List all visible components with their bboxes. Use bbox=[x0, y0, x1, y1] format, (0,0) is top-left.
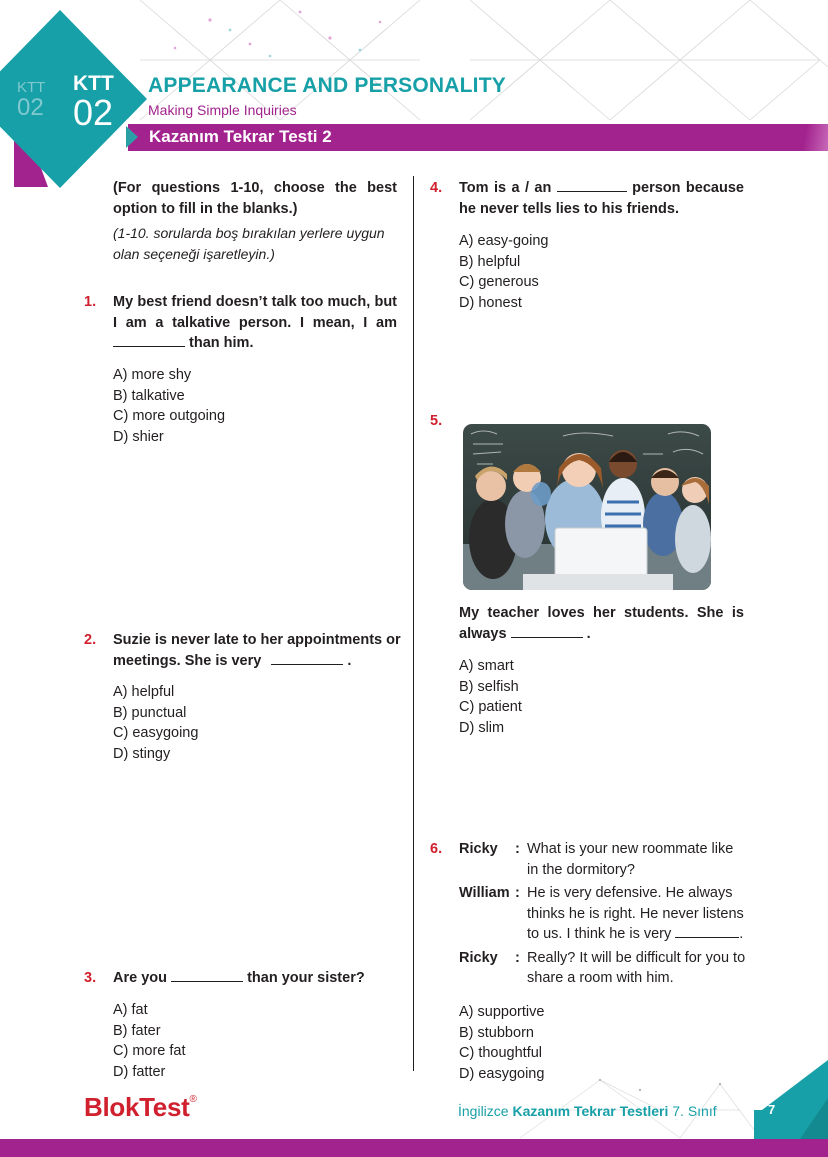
dialogue-colon: : bbox=[515, 841, 520, 857]
question-3-number: 3. bbox=[84, 970, 97, 986]
series-suffix: 7. Sınıf bbox=[668, 1103, 717, 1119]
question-5-option-c[interactable]: C) patient bbox=[459, 699, 522, 715]
ktt-number: 02 bbox=[73, 92, 114, 133]
registered-mark: ® bbox=[189, 1094, 197, 1105]
dialogue-colon: : bbox=[515, 885, 520, 901]
ktt-label-ghost: KTT bbox=[17, 79, 46, 96]
question-1-option-b[interactable]: B) talkative bbox=[113, 387, 185, 404]
dialogue-turn-1 bbox=[459, 839, 747, 880]
question-1-option-c[interactable]: C) more outgoing bbox=[113, 408, 226, 424]
question-5-blank bbox=[511, 624, 583, 638]
question-6-dialogue bbox=[459, 839, 747, 992]
question-5-option-b[interactable]: B) selfish bbox=[459, 678, 519, 695]
instructions-turkish: (1-10. sorularda boş bırakılan yerlere uygun olan seçeneği işaretleyin.) bbox=[113, 225, 385, 262]
bottom-bar bbox=[0, 1139, 828, 1157]
question-6-option-a[interactable]: A) supportive bbox=[459, 1004, 545, 1020]
bloktest-logo bbox=[84, 1092, 197, 1123]
question-2-option-c[interactable]: C) easygoing bbox=[113, 725, 199, 741]
classroom-photo-illustration bbox=[463, 424, 711, 590]
question-6-option-b[interactable]: B) stubborn bbox=[459, 1024, 534, 1041]
question-1-options bbox=[113, 365, 225, 447]
question-1-stem-before: My best friend doesn’t talk too much, but I am a talkative person. I mean, I am bbox=[113, 294, 397, 331]
question-3-option-b[interactable]: B) fater bbox=[113, 1022, 161, 1039]
question-5-stem bbox=[459, 603, 744, 644]
logo-text: BlokTest bbox=[84, 1092, 190, 1122]
dialogue-speaker-1: Ricky bbox=[459, 841, 498, 857]
series-bold: Kazanım Tekrar Testleri bbox=[512, 1103, 669, 1119]
question-2-option-a[interactable]: A) helpful bbox=[113, 684, 175, 700]
column-divider bbox=[413, 176, 414, 1071]
series-title bbox=[458, 1103, 717, 1119]
question-4-options bbox=[459, 231, 548, 313]
dialogue-line: thinks he is right. He never listens bbox=[527, 905, 744, 922]
question-6-blank bbox=[675, 924, 739, 938]
question-1-stem-after: than him. bbox=[189, 335, 254, 351]
ktt-label: KTT bbox=[73, 72, 114, 95]
dialogue-line: share a room with him. bbox=[527, 970, 674, 986]
test-title: Kazanım Tekrar Testi 2 bbox=[149, 127, 332, 146]
unit-title: APPEARANCE AND PERSONALITY bbox=[148, 74, 506, 97]
question-4-option-a[interactable]: A) easy-going bbox=[459, 233, 549, 249]
question-3-stem bbox=[113, 968, 403, 989]
test-title-band-fade bbox=[790, 124, 828, 151]
question-4-number: 4. bbox=[430, 180, 443, 196]
question-5-option-a[interactable]: A) smart bbox=[459, 658, 514, 674]
question-4-stem-after: person because he never tells lies to his friends. bbox=[459, 180, 744, 217]
dialogue-line: to us. I think he is very bbox=[527, 926, 672, 942]
dialogue-line: in the dormitory? bbox=[527, 861, 635, 878]
dialogue-after-blank: . bbox=[739, 926, 744, 942]
question-2-options bbox=[113, 682, 198, 764]
dialogue-line: He is very defensive. He always bbox=[527, 885, 733, 901]
question-6-option-c[interactable]: C) thoughtful bbox=[459, 1045, 543, 1061]
question-3-option-c[interactable]: C) more fat bbox=[113, 1043, 186, 1059]
ktt-badge-ghost bbox=[17, 80, 45, 121]
question-4-blank bbox=[557, 178, 627, 192]
question-2-stem bbox=[113, 630, 403, 671]
dialogue-turn-2 bbox=[459, 883, 747, 945]
ktt-badge bbox=[73, 73, 114, 131]
series-prefix: İngilizce bbox=[458, 1103, 513, 1119]
footer-decoration bbox=[0, 1040, 828, 1140]
ktt-number-ghost: 02 bbox=[17, 94, 44, 121]
question-3-option-a[interactable]: A) fat bbox=[113, 1002, 148, 1018]
question-1-stem bbox=[113, 292, 397, 354]
question-4-stem bbox=[459, 178, 744, 219]
question-5-options bbox=[459, 656, 522, 738]
question-2-option-b[interactable]: B) punctual bbox=[113, 704, 187, 721]
question-2-number: 2. bbox=[84, 632, 97, 648]
question-1-blank bbox=[113, 333, 185, 347]
question-4-option-c[interactable]: C) generous bbox=[459, 274, 539, 290]
question-4-stem-before: Tom is a / an bbox=[459, 180, 552, 196]
unit-subtitle: Making Simple Inquiries bbox=[148, 102, 297, 118]
question-1-number: 1. bbox=[84, 294, 97, 310]
question-1-option-a[interactable]: A) more shy bbox=[113, 367, 192, 383]
question-2-stem-before: Suzie is never late to her appointments or meetings. She is very bbox=[113, 632, 401, 669]
question-6-number: 6. bbox=[430, 841, 443, 857]
question-2-option-d[interactable]: D) stingy bbox=[113, 745, 171, 762]
question-5-stem-after: . bbox=[586, 625, 591, 642]
dialogue-line-with-blank bbox=[527, 924, 747, 945]
instructions-english: (For questions 1-10, choose the best option to fill in the blanks.) bbox=[113, 180, 397, 217]
dialogue-line: Really? It will be difficult for you to bbox=[527, 949, 746, 966]
question-4-option-d[interactable]: D) honest bbox=[459, 294, 522, 311]
question-3-stem-before: Are you bbox=[113, 970, 167, 986]
question-3-option-d[interactable]: D) fatter bbox=[113, 1063, 166, 1080]
dialogue-turn-3 bbox=[459, 948, 747, 989]
question-6-option-d[interactable]: D) easygoing bbox=[459, 1065, 545, 1082]
dialogue-line: What is your new roommate like bbox=[527, 841, 734, 857]
question-5-option-d[interactable]: D) slim bbox=[459, 719, 505, 736]
dialogue-colon: : bbox=[515, 949, 520, 966]
dialogue-speaker-2: William bbox=[459, 885, 510, 901]
question-5-stem-before: My teacher loves her students. She is always bbox=[459, 605, 744, 642]
question-4-option-b[interactable]: B) helpful bbox=[459, 253, 521, 270]
question-1-option-d[interactable]: D) shier bbox=[113, 428, 164, 445]
classroom-photo bbox=[463, 424, 711, 590]
test-title-arrow-icon bbox=[126, 126, 138, 148]
page-number: 7 bbox=[768, 1102, 776, 1117]
question-3-blank bbox=[171, 968, 243, 982]
question-5-number: 5. bbox=[430, 413, 443, 429]
question-2-stem-after: . bbox=[347, 652, 352, 669]
question-2-blank bbox=[271, 651, 343, 665]
dialogue-speaker-3: Ricky bbox=[459, 949, 498, 966]
question-3-stem-after: than your sister? bbox=[247, 970, 365, 986]
